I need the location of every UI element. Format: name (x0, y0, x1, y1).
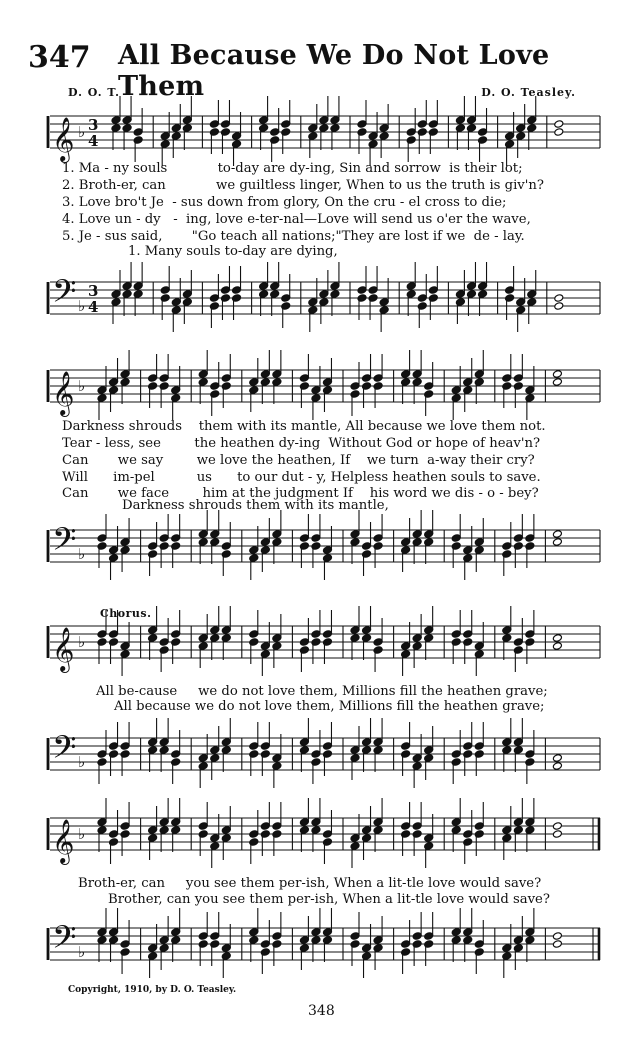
verse-4-line-1: 4. Love un - dy - ing, love e-ter-nal—Love will send us o'er the wave, (62, 212, 531, 227)
note-head (552, 378, 562, 387)
treble-clef: 𝄞 (52, 819, 75, 863)
note-head (552, 932, 562, 941)
note-head (552, 642, 562, 651)
chorus-label: Chorus. (100, 607, 152, 620)
verse-2-line-2: Tear - less, see the heathen dy-ing Without God or hope of heav'n? (62, 436, 541, 451)
note-head (552, 754, 562, 763)
note-head (554, 128, 564, 137)
bass-clef: 𝄢 (52, 521, 77, 565)
hymn-number: 347 (28, 40, 91, 75)
verse-2-line-1: 2. Broth-er, can we guiltless linger, When to us the truth is giv'n? (62, 178, 544, 193)
time-signature-top: 3 (88, 116, 99, 134)
words-credit: D. O. T. (68, 86, 120, 99)
hymn-title: All Because We Do Not Love Them (118, 40, 550, 102)
treble-clef: 𝄞 (52, 117, 75, 161)
bass-staff-2 (0, 510, 640, 590)
bass-words-1: 1. Many souls to-day are dying, (128, 244, 338, 259)
verse-4-line-2: Will im-pel us to our dut - y, Helpless heathen souls to save. (62, 470, 541, 485)
time-signature-top: 3 (88, 282, 99, 300)
bass-clef: 𝄢 (52, 273, 77, 317)
treble-clef: 𝄞 (52, 627, 75, 671)
note-head (552, 530, 562, 539)
chorus-line-1: All be-cause we do not love them, Millions fill the heathen grave; (96, 684, 548, 699)
verse-1-line-1: 1. Ma - ny souls to-day are dy-ing, Sin and sorrow is their lot; (62, 161, 523, 176)
key-signature-flat: ♭ (78, 297, 86, 315)
time-signature-bottom: 4 (88, 298, 99, 316)
note-head (552, 822, 562, 831)
copyright-notice: Copyright, 1910, by D. O. Teasley. (68, 985, 237, 995)
verse-5-line-2: Can we face him at the judgment If his word we dis - o - bey? (62, 486, 539, 501)
treble-staff-4 (0, 800, 640, 870)
verse-5-line-1: 5. Je - sus said, "Go teach all nations;"They are lost if we de - lay. (62, 229, 525, 244)
note-head (554, 294, 564, 303)
key-signature-flat: ♭ (78, 753, 86, 771)
chorus-line-2-bass: Brother, can you see them per-ish, When a lit-tle love would save? (108, 892, 550, 907)
note-head (552, 634, 562, 643)
note-head (554, 302, 564, 311)
note-head (552, 538, 562, 547)
verse-1-line-2: Darkness shrouds them with its mantle, All because we love them not. (62, 419, 546, 434)
treble-staff-2 (0, 352, 640, 422)
note-head (552, 762, 562, 771)
music-credit: D. O. Teasley. (481, 86, 576, 99)
key-signature-flat: ♭ (78, 633, 86, 651)
verse-3-line-2: Can we say we love the heathen, If we turn a-way their cry? (62, 453, 535, 468)
bass-clef: 𝄢 (52, 729, 77, 773)
bass-staff-1 (0, 262, 640, 342)
key-signature-flat: ♭ (78, 825, 86, 843)
treble-staff-3 (0, 608, 640, 678)
key-signature-flat: ♭ (78, 123, 86, 141)
key-signature-flat: ♭ (78, 545, 86, 563)
chorus-line-1-bass: All because we do not love them, Millions fill the heathen grave; (114, 699, 545, 714)
note-head (552, 940, 562, 949)
treble-clef: 𝄞 (52, 371, 75, 415)
bass-staff-3 (0, 718, 640, 798)
verse-3-line-1: 3. Love bro't Je - sus down from glory, On the cru - el cross to die; (62, 195, 507, 210)
note-head (552, 370, 562, 379)
key-signature-flat: ♭ (78, 943, 86, 961)
bass-words-2: Darkness shrouds them with its mantle, (122, 498, 389, 513)
treble-staff-1 (0, 98, 640, 161)
time-signature-bottom: 4 (88, 132, 99, 150)
chorus-line-2: Broth-er, can you see them per-ish, When a lit-tle love would save? (78, 876, 542, 891)
note-head (552, 830, 562, 839)
key-signature-flat: ♭ (78, 377, 86, 395)
note-head (554, 120, 564, 129)
bass-clef: 𝄢 (52, 919, 77, 963)
page-number: 348 (308, 1003, 335, 1019)
bass-staff-4 (0, 908, 640, 988)
